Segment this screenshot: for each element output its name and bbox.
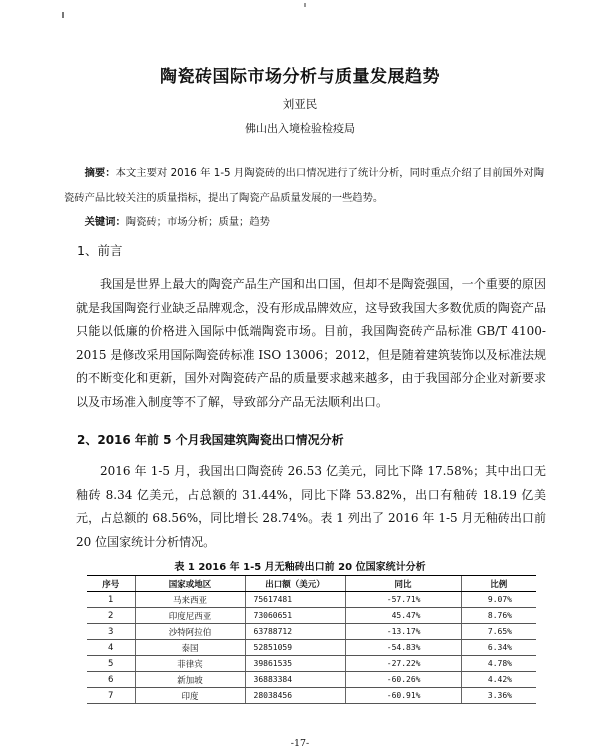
- table-cell-amount: 63788712: [245, 624, 345, 640]
- section-heading-intro: 1、前言: [77, 243, 123, 258]
- table-row: [87, 688, 536, 704]
- scan-mark: [304, 3, 306, 7]
- table-cell-yoy: -57.71%: [345, 592, 461, 608]
- table-cell-country: 菲律宾: [135, 656, 245, 672]
- table-cell-index: 2: [87, 608, 135, 624]
- table-cell-amount: 75617481: [245, 592, 345, 608]
- table-cell-country: 新加坡: [135, 672, 245, 688]
- table-cell-index: 5: [87, 656, 135, 672]
- section-heading-export: 2、2016 年前 5 个月我国建筑陶瓷出口情况分析: [77, 433, 344, 447]
- section-body-export: 2016 年 1-5 月，我国出口陶瓷砖 26.53 亿美元，同比下降 17.58%；其中出口无釉砖 8.34 亿美元，占总额的 31.44%，同比下降 53.82%，出口有釉砖 18.19 亿美元，占总额的 68.56%，同比增长 28.74%。表 1 列出了 2016 年 1-5 月无釉砖出口前 20 位国家统计分析情况。: [76, 464, 546, 549]
- table-cell-index: 3: [87, 624, 135, 640]
- table-cell-share: 7.65%: [461, 624, 536, 640]
- table-header-cell: 同比: [345, 576, 461, 592]
- table-cell-country: 印度: [135, 688, 245, 704]
- table-cell-index: 7: [87, 688, 135, 704]
- table-row: [87, 608, 536, 624]
- table-cell-amount: 39861535: [245, 656, 345, 672]
- table-cell-country: 沙特阿拉伯: [135, 624, 245, 640]
- table-header-cell: 国家或地区: [135, 576, 245, 592]
- table-cell-share: 4.42%: [461, 672, 536, 688]
- table-cell-index: 6: [87, 672, 135, 688]
- keywords-label: 关键词：: [84, 216, 126, 228]
- table-cell-amount: 28038456: [245, 688, 345, 704]
- table-cell-yoy: -60.26%: [345, 672, 461, 688]
- table-cell-yoy: 45.47%: [345, 608, 461, 624]
- table-header-cell: 出口额（美元）: [245, 576, 345, 592]
- export-table: [87, 575, 536, 704]
- abstract-label: 摘要：: [84, 167, 116, 179]
- table-cell-share: 6.34%: [461, 640, 536, 656]
- table-cell-share: 3.36%: [461, 688, 536, 704]
- table-cell-amount: 73060651: [245, 608, 345, 624]
- table-cell-amount: 52851059: [245, 640, 345, 656]
- abstract: [64, 161, 544, 211]
- keywords: [64, 213, 270, 228]
- table-cell-country: 马来西亚: [135, 592, 245, 608]
- table-row: [87, 624, 536, 640]
- table-cell-country: 印度尼西亚: [135, 608, 245, 624]
- abstract-text: 本文主要对 2016 年 1-5 月陶瓷砖的出口情况进行了统计分析，同时重点介绍了目前国外对陶瓷砖产品比较关注的质量指标，提出了陶瓷产品质量发展的一些趋势。: [64, 167, 544, 204]
- table-cell-yoy: -13.17%: [345, 624, 461, 640]
- page-number: -17-: [290, 738, 310, 749]
- table-cell-yoy: -60.91%: [345, 688, 461, 704]
- table-cell-index: 4: [87, 640, 135, 656]
- table-cell-amount: 36883384: [245, 672, 345, 688]
- table-caption: 表 1 2016 年 1-5 月无釉砖出口前 20 位国家统计分析: [174, 562, 426, 573]
- table-cell-index: 1: [87, 592, 135, 608]
- table-header-cell: 序号: [87, 576, 135, 592]
- table-cell-yoy: -27.22%: [345, 656, 461, 672]
- table-cell-share: 9.07%: [461, 592, 536, 608]
- table-row: [87, 640, 536, 656]
- author-name: 刘亚民: [282, 97, 318, 111]
- section-body-intro: 我国是世界上最大的陶瓷产品生产国和出口国，但却不是陶瓷强国，一个重要的原因就是我国陶瓷行业缺乏品牌观念，没有形成品牌效应，这导致我国大多数优质的陶瓷产品只能以低廉的价格进入国际中低端陶瓷市场。目前，我国陶瓷砖产品标准 GB/T 4100-2015 是修改采用国际陶瓷砖标准 ISO 13006；2012，但是随着建筑装饰以及标准法规的不断变化和更新，国外对陶瓷砖产品的质量要求越来越多，由于我国部分企业对新要求以及市场准入制度等不了解，导致部分产品无法顺利出口。: [76, 277, 546, 409]
- table-cell-share: 8.76%: [461, 608, 536, 624]
- table-cell-yoy: -54.83%: [345, 640, 461, 656]
- table-header-row: [87, 576, 536, 592]
- author-affiliation: 佛山出入境检验检疫局: [245, 122, 355, 135]
- table-cell-country: 泰国: [135, 640, 245, 656]
- table-row: [87, 656, 536, 672]
- paper-title: 陶瓷砖国际市场分析与质量发展趋势: [160, 67, 440, 87]
- table-cell-share: 4.78%: [461, 656, 536, 672]
- table-header-cell: 比例: [461, 576, 536, 592]
- table-row: [87, 592, 536, 608]
- scan-mark: [62, 12, 64, 18]
- keywords-text: 陶瓷砖；市场分析；质量；趋势: [125, 216, 270, 228]
- table-row: [87, 672, 536, 688]
